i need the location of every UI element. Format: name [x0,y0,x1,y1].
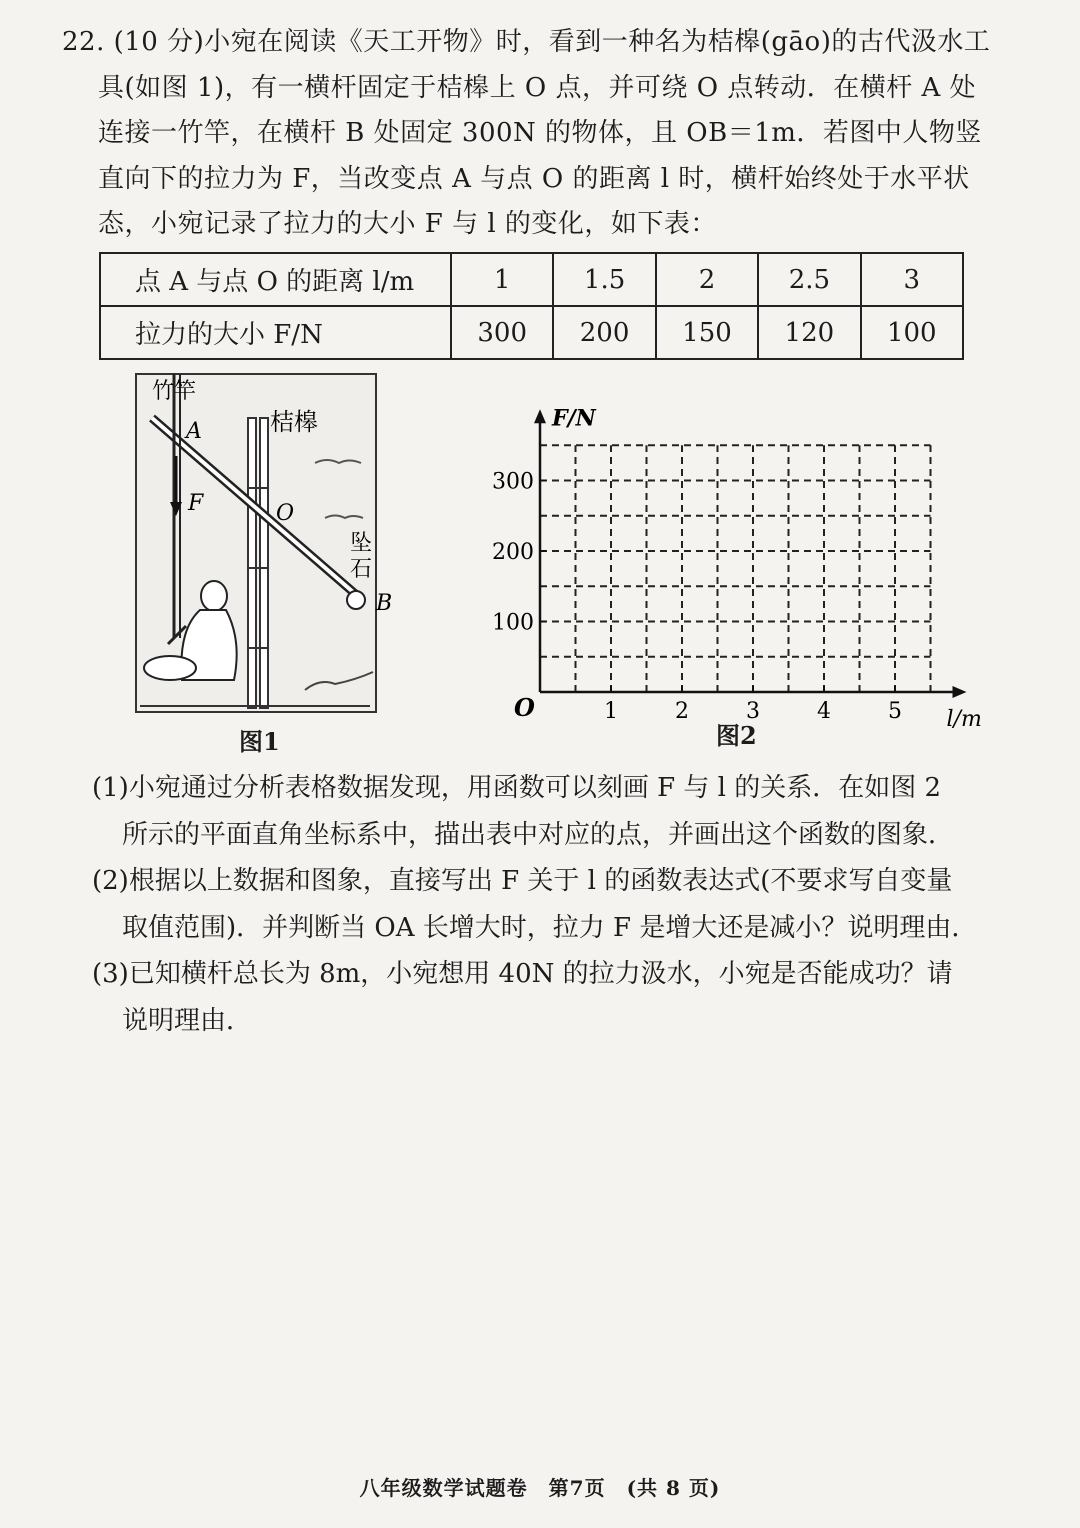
question-line: (2)根据以上数据和图象，直接写出 F 关于 l 的函数表达式(不要求写自变量 [92,866,953,896]
figure2-caption: 图2 [716,721,757,750]
tick-labels [492,405,982,732]
grid-lines [540,445,931,692]
table-cell: 200 [553,306,655,359]
x-tick-label: 4 [817,699,831,724]
question-line: 取值范围)．并判断当 OA 长增大时，拉力 F 是增大还是减小？说明理由． [122,912,978,943]
table-cell: 3 [861,253,963,306]
problem-statement [62,20,1012,248]
label-stone-2: 石 [350,557,373,582]
y-tick-label: 200 [492,540,534,565]
label-A: A [186,419,202,444]
table-cell: 1.5 [553,253,655,306]
label-O: O [276,501,295,526]
label-post: 桔槔 [270,408,318,436]
question-line: 所示的平面直角坐标系中，描出表中对应的点，并画出这个函数的图象． [122,819,955,850]
x-tick-label: 1 [604,699,618,724]
table-row [100,253,963,306]
question-line: 说明理由． [122,1005,253,1036]
table-cell: 300 [451,306,553,359]
y-axis-label: F/N [552,405,596,432]
data-table [99,252,964,360]
question-line: (3)已知横杆总长为 8m，小宛想用 40N 的拉力汲水，小宛是否能成功？请 [92,959,953,989]
y-tick-label: 300 [492,469,534,495]
page-footer: 八年级数学试题卷 第7页 (共 8 页) [359,1476,721,1500]
table-row-header: 点 A 与点 O 的距离 l/m [100,253,451,306]
axes [534,409,967,698]
problem-line: 直向下的拉力为 F，当改变点 A 与点 O 的距离 l 时，横杆始终处于水平状 [98,163,970,194]
problem-line: 态，小宛记录了拉力的大小 F 与 l 的变化，如下表： [98,209,717,239]
table-row-header: 拉力的大小 F/N [100,306,451,359]
stone-illustration [347,591,365,609]
table-cell: 120 [758,306,860,359]
figure1-illustration [130,368,393,716]
figure1-caption: 图1 [239,727,280,756]
table-cell: 100 [861,306,963,359]
x-tick-label: 5 [888,699,902,724]
x-tick-label: 3 [746,699,760,724]
problem-line: 连接一竹竿，在横杆 B 处固定 300N 的物体，且 OB＝1m．若图中人物竖 [98,118,982,148]
label-B: B [376,591,393,616]
table-cell: 2 [656,253,758,306]
origin-label: O [514,693,535,722]
table-cell: 1 [451,253,553,306]
y-axis-arrow [534,409,546,423]
label-stone-1: 坠 [350,531,373,556]
figure2-coordinate-grid [490,385,1015,732]
problem-line: 具(如图 1)，有一横杆固定于桔槔上 O 点，并可绕 O 点转动．在横杆 A 处 [98,72,977,103]
x-tick-label: 2 [675,699,689,724]
question-line: (1)小宛通过分析表格数据发现，用函数可以刻画 F 与 l 的关系．在如图 2 [92,773,942,803]
x-axis-arrow [953,686,967,698]
problem-line: 22. (10 分)小宛在阅读《天工开物》时，看到一种名为桔槔(gāo)的古代汲水工 [62,27,991,57]
table-row [100,306,963,359]
label-bamboo: 竹竿 [152,379,197,404]
x-axis-label: l/m [946,707,982,732]
table-cell: 2.5 [758,253,860,306]
question-list [92,765,1022,1044]
label-F: F [188,491,204,516]
table-cell: 150 [656,306,758,359]
y-tick-label: 100 [492,610,534,636]
